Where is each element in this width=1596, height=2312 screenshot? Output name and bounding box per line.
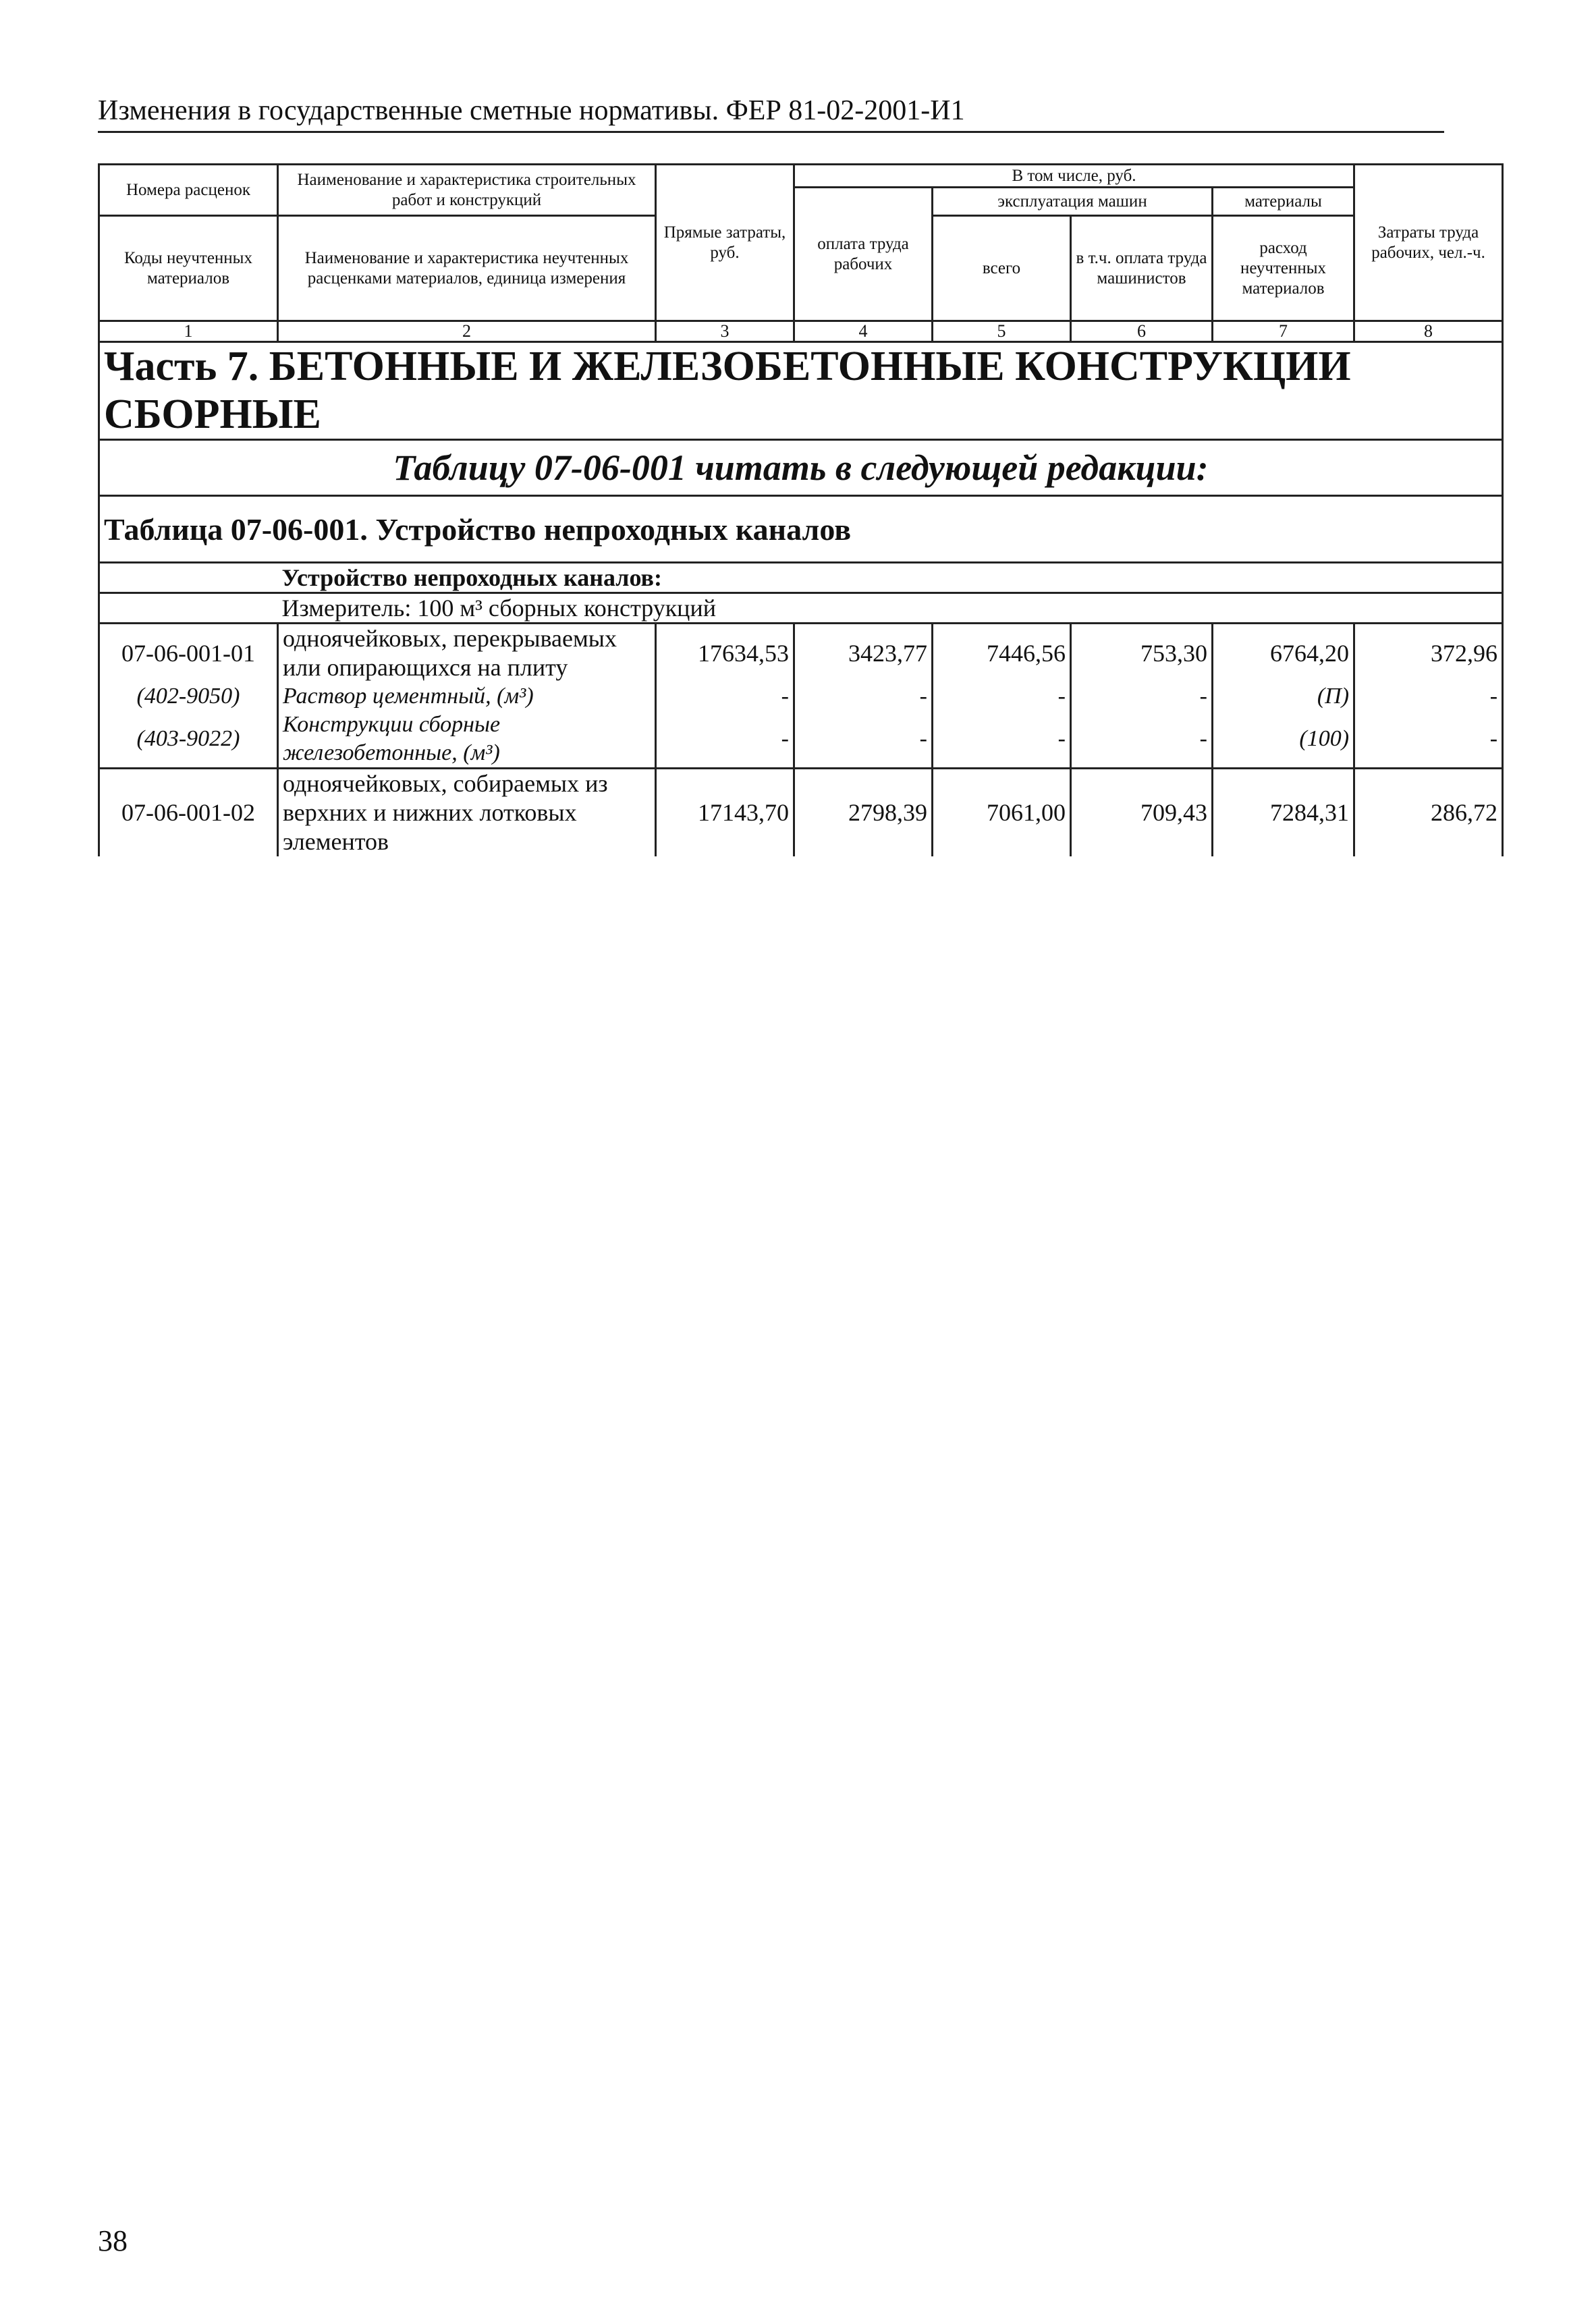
material-value: - [933,711,1071,769]
col-header-machines: эксплуатация машин [933,188,1213,216]
col-header-material-consumption: расход неучтенных материалов [1213,216,1354,321]
read-as-note: Таблицу 07-06-001 читать в следующей редакции: [99,440,1503,496]
material-name: Раствор цементный, (м³) [278,682,656,711]
work-name: одноячейковых, перекрываемых или опирающихся на плиту [278,624,656,683]
col-header-machines-total: всего [933,216,1071,321]
material-value: - [1071,711,1213,769]
work-name: одноячейковых, собираемых из верхних и нижних лотковых элементов [278,769,656,857]
col-number: 8 [1354,321,1503,342]
material-value: - [1354,682,1503,711]
page-number: 38 [98,2224,128,2257]
unit-measure: Измеритель: 100 м³ сборных конструкций [278,593,1503,624]
col-number: 6 [1071,321,1213,342]
material-consumption: (100) [1213,711,1354,769]
material-row [99,682,1503,711]
col-header-works: Наименование и характеристика строительных работ и конструкций [278,165,656,216]
col-number: 1 [99,321,278,342]
materials-cost: 7284,31 [1213,769,1354,857]
machinist-pay: 753,30 [1071,624,1213,683]
col-header-unaccounted-materials: Наименование и характеристика неучтенных расценками материалов, единица измерения [278,216,656,321]
labor-hours: 286,72 [1354,769,1503,857]
table-title: Таблица 07-06-001. Устройство непроходных каналов [99,496,1503,563]
col-header-unaccounted-codes: Коды неучтенных материалов [99,216,278,321]
col-number: 5 [933,321,1071,342]
col-number: 7 [1213,321,1354,342]
materials-cost: 6764,20 [1213,624,1354,683]
rate-code: 07-06-001-01 [99,624,278,683]
column-numbers-row [99,321,1503,342]
col-header-including: В том числе, руб. [794,165,1354,188]
machines-total: 7061,00 [933,769,1071,857]
material-value: - [794,711,933,769]
material-value: - [794,682,933,711]
material-value: - [656,682,794,711]
col-number: 3 [656,321,794,342]
machines-total: 7446,56 [933,624,1071,683]
material-value: - [656,711,794,769]
estimate-table [98,163,1504,856]
col-number: 4 [794,321,933,342]
col-header-materials: материалы [1213,188,1354,216]
worker-pay: 2798,39 [794,769,933,857]
col-header-labor-hours: Затраты труда рабочих, чел.-ч. [1354,165,1503,321]
material-value: - [933,682,1071,711]
material-consumption: (П) [1213,682,1354,711]
machinist-pay: 709,43 [1071,769,1213,857]
table-row [99,769,1503,857]
group-title: Устройство непроходных каналов: [278,563,1503,593]
col-header-machinist-pay: в т.ч. оплата труда машинистов [1071,216,1213,321]
col-number: 2 [278,321,656,342]
material-code: (402-9050) [99,682,278,711]
material-code: (403-9022) [99,711,278,769]
material-name: Конструкции сборные железобетонные, (м³) [278,711,656,769]
page-header-title: Изменения в государственные сметные нормативы. ФЕР 81-02-2001-И1 [98,93,1444,133]
direct-costs: 17634,53 [656,624,794,683]
part-title: Часть 7. БЕТОННЫЕ И ЖЕЛЕЗОБЕТОННЫЕ КОНСТРУКЦИИ СБОРНЫЕ [99,342,1503,440]
col-header-codes: Номера расценок [99,165,278,216]
material-value: - [1354,711,1503,769]
rate-code: 07-06-001-02 [99,769,278,857]
material-value: - [1071,682,1213,711]
labor-hours: 372,96 [1354,624,1503,683]
col-header-direct-costs: Прямые затраты, руб. [656,165,794,321]
direct-costs: 17143,70 [656,769,794,857]
table-row [99,624,1503,683]
material-row [99,711,1503,769]
worker-pay: 3423,77 [794,624,933,683]
col-header-worker-pay: оплата труда рабочих [794,188,933,321]
